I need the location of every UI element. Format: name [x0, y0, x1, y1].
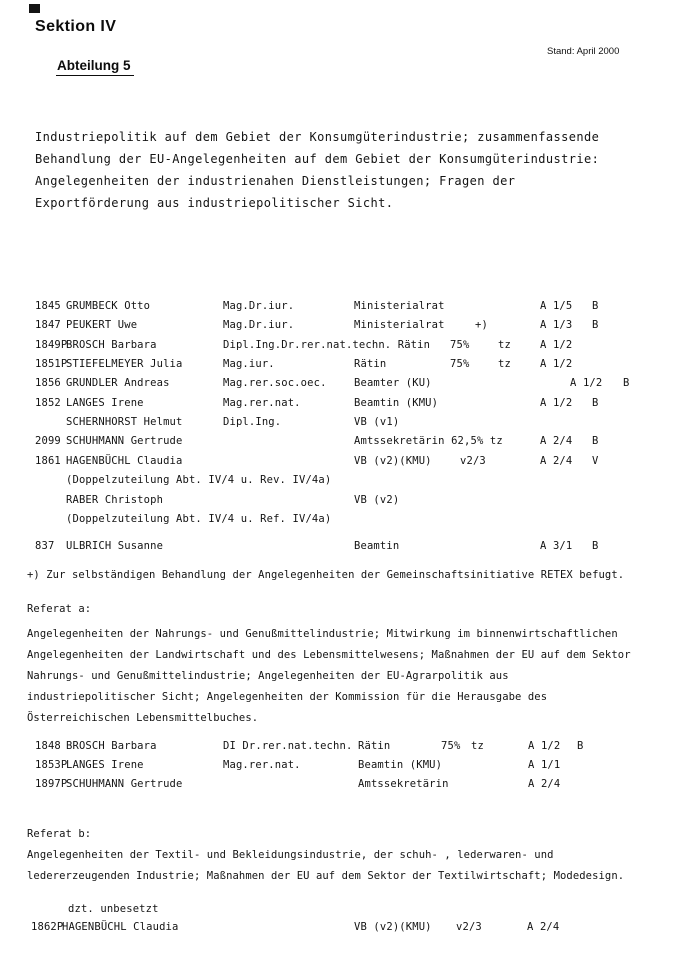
row-cell: Beamtin	[354, 540, 400, 552]
page-title: Sektion IV	[35, 18, 117, 35]
row-cell: Mag.rer.nat.	[223, 397, 301, 409]
row-cell: B	[592, 540, 599, 552]
row-cell: LANGES Irene	[66, 397, 144, 409]
row-cell: A 2/4	[540, 455, 573, 467]
row-cell: BROSCH Barbara	[66, 339, 157, 351]
referat-a-heading: Referat a:	[27, 603, 92, 615]
footnote: +) Zur selbständigen Behandlung der Angelegenheiten der Gemeinschaftsinitiative RETEX befugt.	[27, 569, 625, 581]
row-cell: A 1/2	[570, 377, 603, 389]
intro-paragraph	[35, 126, 599, 214]
table-row	[0, 921, 694, 936]
table-row	[0, 435, 694, 450]
table-row	[0, 759, 694, 774]
paragraph-line: Industriepolitik auf dem Gebiet der Konsumgüterindustrie; zusammenfassende	[35, 130, 600, 144]
row-cell: 75%	[450, 339, 470, 351]
row-cell: A 1/2	[528, 740, 561, 752]
row-cell: Rätin	[354, 358, 387, 370]
table-row	[0, 416, 694, 431]
row-cell: A 1/5	[540, 300, 573, 312]
row-cell: B	[577, 740, 584, 752]
row-cell: Amtssekretärin	[358, 778, 449, 790]
row-cell: 1897P	[35, 778, 68, 790]
row-cell: 1847	[35, 319, 61, 331]
row-cell: 1845	[35, 300, 61, 312]
row-cell: Amtssekretärin 62,5% tz	[354, 435, 503, 447]
row-cell: 1851P	[35, 358, 68, 370]
paragraph-line: Angelegenheiten der Textil- und Bekleidungsindustrie, der schuh- , lederwaren- und	[27, 849, 554, 861]
paragraph-line: Nahrungs- und Genußmittelindustrie; Angelegenheiten der EU-Agrarpolitik aus	[27, 670, 509, 682]
paragraph-line: Angelegenheiten der Landwirtschaft und des Lebensmittelwesens; Maßnahmen der EU auf dem Sektor	[27, 649, 631, 661]
row-cell: VB (v2)(KMU)	[354, 921, 432, 933]
paragraph-line: ledererzeugenden Industrie; Maßnahmen der EU auf dem Sektor der Textilwirtschaft; Modedesign.	[27, 870, 625, 882]
row-cell: VB (v1)	[354, 416, 400, 428]
row-cell: A 1/2	[540, 339, 573, 351]
row-cell: +)	[475, 319, 488, 331]
row-cell: SCHUHMANN Gertrude	[66, 778, 183, 790]
row-cell: ULBRICH Susanne	[66, 540, 164, 552]
row-cell: (Doppelzuteilung Abt. IV/4 u. Rev. IV/4a)	[66, 474, 332, 486]
row-cell: STIEFELMEYER Julia	[66, 358, 183, 370]
row-cell: A 3/1	[540, 540, 573, 552]
row-cell: GRUMBECK Otto	[66, 300, 151, 312]
row-cell: RABER Christoph	[66, 494, 164, 506]
department-title: Abteilung 5	[56, 58, 134, 76]
row-cell: tz	[471, 740, 484, 752]
row-cell: B	[592, 435, 599, 447]
row-cell: HAGENBÜCHL Claudia	[62, 921, 179, 933]
row-cell: v2/3	[460, 455, 486, 467]
row-cell: v2/3	[456, 921, 482, 933]
referat-a-paragraph	[27, 624, 631, 729]
table-row	[0, 339, 694, 354]
table-row	[0, 513, 694, 528]
row-cell: tz	[498, 339, 511, 351]
row-cell: 1848	[35, 740, 61, 752]
row-cell: tz	[498, 358, 511, 370]
row-cell: A 2/4	[540, 435, 573, 447]
table-row	[0, 740, 694, 755]
row-cell: 1856	[35, 377, 61, 389]
row-cell: GRUNDLER Andreas	[66, 377, 170, 389]
row-cell: A 2/4	[528, 778, 561, 790]
table-row	[0, 540, 694, 555]
row-cell: VB (v2)	[354, 494, 400, 506]
row-cell: LANGES Irene	[66, 759, 144, 771]
row-cell: DI Dr.rer.nat.techn.	[223, 740, 353, 752]
table-row	[0, 474, 694, 489]
row-cell: 1852	[35, 397, 61, 409]
row-cell: B	[592, 319, 599, 331]
paragraph-line: Angelegenheiten der industrienahen Dienstleistungen; Fragen der	[35, 174, 516, 188]
row-cell: Ministerialrat	[354, 319, 445, 331]
row-cell: A 1/2	[540, 397, 573, 409]
row-cell: B	[592, 300, 599, 312]
row-cell: 1862P	[31, 921, 64, 933]
row-cell: PEUKERT Uwe	[66, 319, 138, 331]
row-cell: Mag.rer.soc.oec.	[223, 377, 327, 389]
row-cell: 1861	[35, 455, 61, 467]
row-cell: Mag.Dr.iur.	[223, 300, 295, 312]
row-cell: Ministerialrat	[354, 300, 445, 312]
paragraph-line: Exportförderung aus industriepolitischer Sicht.	[35, 196, 394, 210]
row-cell: 1853P	[35, 759, 68, 771]
row-cell: Beamtin (KMU)	[354, 397, 439, 409]
table-row	[0, 903, 694, 918]
row-cell: SCHERNHORST Helmut	[66, 416, 183, 428]
table-row	[0, 397, 694, 412]
table-row	[0, 778, 694, 793]
row-cell: 75%	[450, 358, 470, 370]
row-cell: Rätin	[358, 740, 391, 752]
referat-b-paragraph	[27, 845, 624, 887]
row-cell: (Doppelzuteilung Abt. IV/4 u. Ref. IV/4a)	[66, 513, 332, 525]
table-row	[0, 358, 694, 373]
paragraph-line: Behandlung der EU-Angelegenheiten auf dem Gebiet der Konsumgüterindustrie:	[35, 152, 600, 166]
row-cell: 1849P	[35, 339, 68, 351]
row-cell: 75%	[441, 740, 461, 752]
row-cell: A 1/3	[540, 319, 573, 331]
row-cell: Mag.rer.nat.	[223, 759, 301, 771]
referat-b-heading: Referat b:	[27, 828, 92, 840]
paragraph-line: industriepolitischer Sicht; Angelegenheiten der Kommission für die Herausgabe des	[27, 691, 548, 703]
row-cell: BROSCH Barbara	[66, 740, 157, 752]
row-cell: A 1/2	[540, 358, 573, 370]
row-cell: A 1/1	[528, 759, 561, 771]
table-row	[0, 377, 694, 392]
row-cell: A 2/4	[527, 921, 560, 933]
row-cell: VB (v2)(KMU)	[354, 455, 432, 467]
table-row	[0, 455, 694, 470]
scan-artifact	[29, 4, 40, 13]
table-row	[0, 494, 694, 509]
row-cell: B	[623, 377, 630, 389]
stand-date: Stand: April 2000	[547, 46, 620, 57]
row-cell: dzt. unbesetzt	[68, 903, 159, 915]
table-row	[0, 300, 694, 315]
row-cell: 2099	[35, 435, 61, 447]
table-row	[0, 319, 694, 334]
paragraph-line: Österreichischen Lebensmittelbuches.	[27, 712, 259, 724]
row-cell: V	[592, 455, 599, 467]
row-cell: Dipl.Ing.	[223, 416, 282, 428]
row-cell: SCHUHMANN Gertrude	[66, 435, 183, 447]
row-cell: Dipl.Ing.Dr.rer.nat.techn. Rätin	[223, 339, 431, 351]
row-cell: Beamtin (KMU)	[358, 759, 443, 771]
paragraph-line: Angelegenheiten der Nahrungs- und Genußmittelindustrie; Mitwirkung im binnenwirtschaftlichen	[27, 628, 618, 640]
row-cell: Beamter (KU)	[354, 377, 432, 389]
row-cell: Mag.iur.	[223, 358, 275, 370]
row-cell: B	[592, 397, 599, 409]
row-cell: HAGENBÜCHL Claudia	[66, 455, 183, 467]
row-cell: Mag.Dr.iur.	[223, 319, 295, 331]
row-cell: 837	[35, 540, 55, 552]
